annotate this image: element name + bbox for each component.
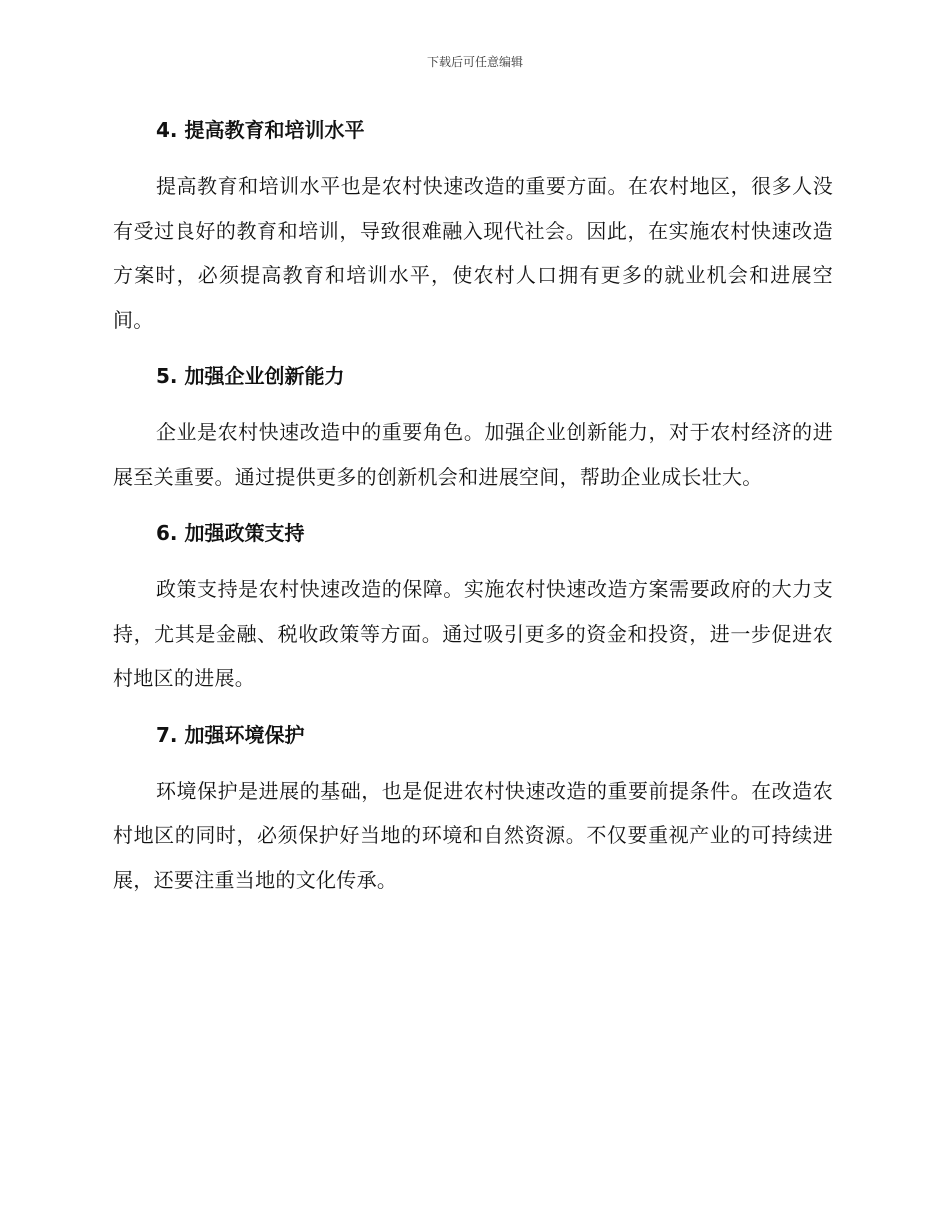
section-heading-4: 4. 提高教育和培训水平 bbox=[156, 118, 365, 142]
section-heading-5: 5. 加强企业创新能力 bbox=[156, 364, 345, 388]
section-paragraph-4: 提高教育和培训水平也是农村快速改造的重要方面。在农村地区，很多人没有受过良好的教育和培训，导致很难融入现代社会。因此，在实施农村快速改造方案时，必须提高教育和培训水平，使农村人口拥有更多的就业机会和进展空间。 bbox=[113, 174, 833, 332]
section-paragraph-7: 环境保护是进展的基础，也是促进农村快速改造的重要前提条件。在改造农村地区的同时，必须保护好当地的环境和自然资源。不仅要重视产业的可持续进展，还要注重当地的文化传承。 bbox=[113, 778, 833, 892]
page-header: 下载后可任意编辑 bbox=[426, 55, 523, 69]
section-paragraph-5: 企业是农村快速改造中的重要角色。加强企业创新能力，对于农村经济的进展至关重要。通过提供更多的创新机会和进展空间，帮助企业成长壮大。 bbox=[113, 420, 833, 489]
section-heading-6: 6. 加强政策支持 bbox=[156, 521, 305, 545]
section-heading-7: 7. 加强环境保护 bbox=[156, 722, 305, 747]
document-body bbox=[113, 110, 833, 902]
section-paragraph-6: 政策支持是农村快速改造的保障。实施农村快速改造方案需要政府的大力支持，尤其是金融、税收政策等方面。通过吸引更多的资金和投资，进一步促进农村地区的进展。 bbox=[113, 577, 833, 690]
